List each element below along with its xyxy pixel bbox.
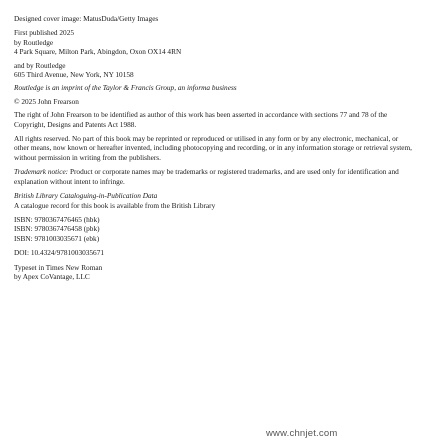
- typeset-font: Typeset in Times New Roman: [14, 262, 103, 272]
- cover-credit-block: [14, 14, 414, 23]
- us-publisher-name: and by Routledge: [14, 60, 66, 70]
- us-publisher-address: 605 Third Avenue, New York, NY 10158: [14, 70, 134, 80]
- doi-line: DOI: 10.4324/9781003035671: [14, 248, 104, 258]
- us-publisher-block: [14, 61, 414, 80]
- copyright-line: © 2025 John Frearson: [14, 96, 79, 106]
- isbn-pbk: ISBN: 9780367476458 (pbk): [14, 224, 100, 234]
- watermark-url: www.chnjet.com: [266, 428, 338, 439]
- cip-text: A catalogue record for this book is available from the British Library: [14, 200, 216, 210]
- cip-title: British Library Cataloguing-in-Publication Data: [14, 191, 158, 201]
- all-rights-block: [14, 134, 414, 162]
- cip-block: [14, 191, 414, 210]
- imprint-statement: Routledge is an imprint of the Taylor & Francis Group, an informa business: [14, 83, 237, 93]
- moral-rights-block: [14, 110, 414, 129]
- publisher-block: [14, 28, 414, 56]
- isbn-block: [14, 215, 414, 243]
- publisher-name: by Routledge: [14, 37, 54, 47]
- trademark-block: [14, 167, 414, 186]
- moral-rights-statement: The right of John Frearson to be identified as author of this work has been asserted in accordance with sections 77 and 78 of the Copyright, Designs and Patents Act 1988.: [14, 110, 388, 129]
- copyright-block: [14, 97, 414, 106]
- doi-block: [14, 248, 414, 257]
- isbn-ebk: ISBN: 9781003035671 (ebk): [14, 233, 100, 243]
- typeset-block: [14, 263, 414, 282]
- first-published: First published 2025: [14, 28, 74, 38]
- isbn-hbk: ISBN: 9780367476465 (hbk): [14, 214, 100, 224]
- trademark-text: Product or corporate names may be trademarks or registered trademarks, and are used only for identification and explanation without intent to infringe.: [14, 167, 399, 186]
- copyright-text-block: [14, 14, 414, 286]
- publisher-address: 4 Park Square, Milton Park, Abingdon, Oxon OX14 4RN: [14, 47, 182, 57]
- imprint-block: [14, 83, 414, 92]
- all-rights-statement: All rights reserved. No part of this book may be reprinted or reproduced or utilised in any form or by any electronic, mechanical, or other means, now known or hereafter invented, including photocopying and recording, or in any information storage or retrieval system, without permission in writing from the publishers.: [14, 134, 412, 162]
- typeset-by: by Apex CoVantage, LLC: [14, 271, 90, 281]
- trademark-notice: [14, 167, 414, 186]
- cover-credit: Designed cover image: MatusDuda/Getty Images: [14, 14, 159, 23]
- trademark-label: Trademark notice:: [14, 167, 69, 177]
